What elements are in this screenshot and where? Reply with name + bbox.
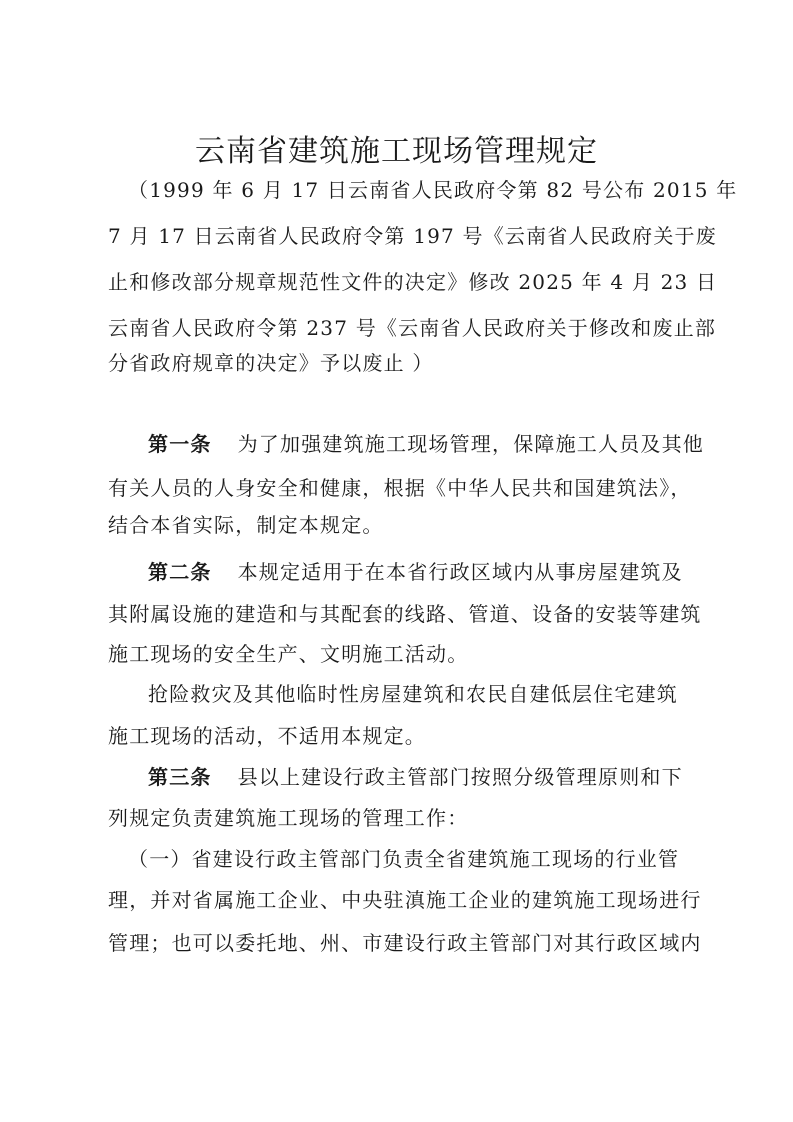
- article-2-text: 本规定适用于在本省行政区域内从事房屋建筑及: [237, 560, 683, 584]
- article-1-label: 第一条: [148, 432, 212, 456]
- article-3-label: 第三条: [148, 765, 212, 789]
- article-2-line: 施工现场的安全生产、文明施工活动。: [108, 642, 469, 666]
- document-title: 云南省建筑施工现场管理规定: [195, 134, 598, 169]
- item-1-line: （一）省建设行政主管部门负责全省建筑施工现场的行业管: [128, 847, 680, 871]
- preamble-line: 云南省人民政府令第 237 号《云南省人民政府关于修改和废止部: [108, 316, 717, 340]
- preamble-line: 止和修改部分规章规范性文件的决定》修改 2025 年 4 月 23 日: [108, 270, 718, 294]
- article-1-line: 有关人员的人身安全和健康，根据《中华人民共和国建筑法》，: [108, 476, 692, 500]
- article-1-line: 结合本省实际，制定本规定。: [108, 513, 384, 537]
- preamble-line: 7 月 17 日云南省人民政府令第 197 号《云南省人民政府关于废: [108, 224, 717, 248]
- article-3-text: 县以上建设行政主管部门按照分级管理原则和下: [237, 765, 683, 789]
- preamble-line: 分省政府规章的决定》予以废止 ）: [108, 351, 434, 375]
- paragraph-line: 抢险救灾及其他临时性房屋建筑和农民自建低层住宅建筑: [148, 682, 678, 706]
- article-2-line: 其附属设施的建造和与其配套的线路、管道、设备的安装等建筑: [108, 602, 702, 626]
- article-1-text: 为了加强建筑施工现场管理，保障施工人员及其他: [237, 432, 705, 456]
- article-3-line: 列规定负责建筑施工现场的管理工作：: [108, 806, 469, 830]
- article-2-line: [148, 558, 698, 586]
- preamble-line: （1999 年 6 月 17 日云南省人民政府令第 82 号公布 2015 年: [128, 178, 738, 202]
- article-2-label: 第二条: [148, 560, 212, 584]
- paragraph-line: 施工现场的活动，不适用本规定。: [108, 724, 426, 748]
- article-1-line: [148, 430, 705, 458]
- article-3-line: [148, 763, 698, 791]
- item-1-line: 管理；也可以委托地、州、市建设行政主管部门对其行政区域内: [108, 931, 702, 955]
- item-1-line: 理，并对省属施工企业、中央驻滇施工企业的建筑施工现场进行: [108, 888, 702, 912]
